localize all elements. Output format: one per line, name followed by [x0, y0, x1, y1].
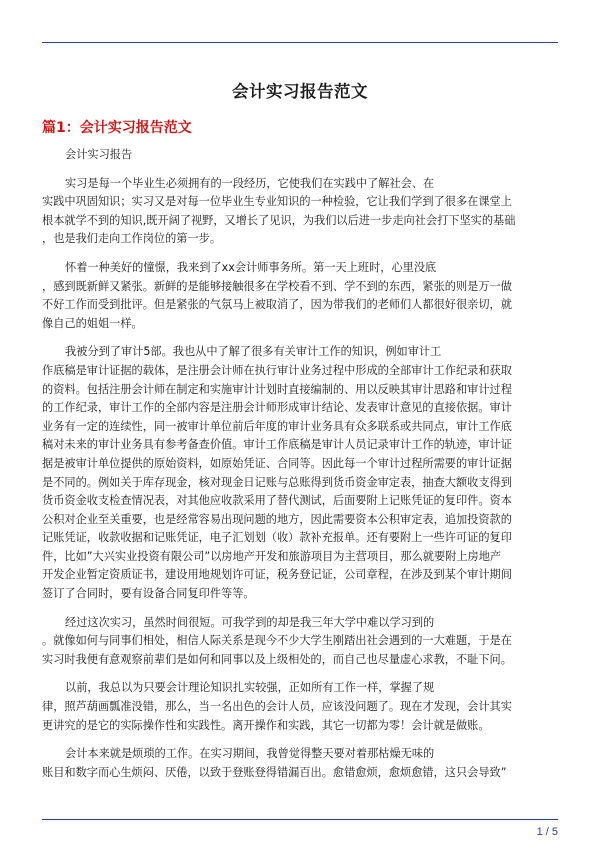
text-line: 律，照芦葫画瓢准没错，那么，当一名出色的会计人员，应该没问题了。现在才发现，会计其实 [42, 700, 512, 714]
text-line: 以前，我总以为只要会计理论知识扎实较强，正如所有工作一样，掌握了规 [65, 681, 435, 695]
text-line: 我被分到了审计5部。我也从中了解了很多有关审计工作的知识，例如审计工 [65, 345, 442, 359]
text-line: 实践中巩固知识；实习又是对每一位毕业生专业知识的一种检验，它让我们学到了很多在课堂上 [42, 195, 512, 209]
paragraph-gap [42, 333, 558, 343]
section-heading: 篇1：会计实习报告范文 [42, 120, 192, 136]
text-line: 的工作纪录，审计工作的全部内容是注册会计师形成审计结论、发表审计意见的直接依据。审计 [42, 401, 512, 415]
text-line: 公积对企业至关重要，也是经常容易出现问题的地方，因此需要资本公积审定表，追加投资款的 [42, 512, 512, 526]
text-line: 会计实习报告 [65, 148, 133, 161]
text-line: 记账凭证，收款收据和记账凭证，电子汇划划（收）款补充报单。还有要附上一些许可证的复印 [42, 531, 512, 545]
text-line: 是不同的。例如关于库存现金，核对现金日记账与总账得到货币资金审定表，抽查大额收支得到 [42, 475, 512, 489]
text-line: 实习时我便有意观察前辈们是如何和同事以及上级相处的，而自己也尽量虚心求教，不耻下问。 [42, 652, 512, 666]
text-line: 根本就学不到的知识,既开阔了视野，又增长了见识，为我们以后进一步走向社会打下坚实的基础 [42, 213, 516, 227]
paragraph [42, 175, 558, 249]
text-line: ，也是我们走向工作岗位的第一步。 [42, 232, 222, 246]
paragraph [42, 259, 558, 333]
paragraph-gap [42, 604, 558, 614]
text-line: 怀着一种美好的憧憬，我来到了xx会计师事务所。第一天上班时，心里没底 [65, 260, 437, 274]
paragraph [42, 614, 558, 670]
text-line: 作底稿是审计证据的载体，是注册会计师在执行审计业务过程中形成的全部审计工作纪录和获取 [42, 363, 512, 377]
text-line: 实习是每一个毕业生必须拥有的一段经历，它使我们在实践中了解社会、在 [65, 176, 435, 190]
page-title: 会计实习报告范文 [232, 82, 368, 101]
text-line: 账目和数字而心生烦闷、厌倦，以致于登账登得错漏百出。愈错愈烦，愈烦愈错，这只会导致” [42, 765, 507, 779]
text-line: 签订了合同时，要有设备合同复印件等等。 [42, 587, 255, 601]
text-line: ，感到既新鲜又紧张。新鲜的是能够接触很多在学校看不到、学不到的东西，紧张的则是万一做 [42, 279, 512, 293]
paragraph-gap [42, 669, 558, 679]
text-line: 会计本来就是烦琐的工作。在实习期间，我曾觉得整天要对着那枯燥无味的 [65, 747, 435, 761]
text-line: 的资料。包括注册会计师在制定和实施审计计划时直接编制的、用以反映其审计思路和审计过程 [42, 382, 512, 396]
text-line: 据是被审计单位提供的原始资料，如原始凭证、合同等。因此每一个审计过程所需要的审计证据 [42, 456, 512, 470]
paragraph-gap [42, 249, 558, 259]
text-line: 货币资金收支检查情况表，对其他应收款采用了替代测试，后面要附上记账凭证的复印件。资本 [42, 494, 512, 508]
header-rule [42, 42, 558, 43]
document-body [42, 146, 558, 782]
text-line: 。就像如何与同事们相处，相信人际关系是现今不少大学生刚踏出社会遇到的一大难题，于是在 [42, 634, 512, 648]
text-line: 不好工作而受到批评。但是紧张的气氛马上被取消了，因为带我们的老师们人都很好很亲切，就 [42, 298, 512, 312]
paragraph-gap [42, 165, 558, 175]
paragraph [42, 745, 558, 782]
text-line: 业务有一定的连续性，同一被审计单位前后年度的审计业务具有众多联系或共同点，审计工作底 [42, 419, 512, 433]
text-line: 更讲究的是它的实际操作性和实践性。离开操作和实践，其它一切都为零！会计就是做账。 [42, 718, 490, 732]
paragraph-gap [42, 735, 558, 745]
text-line: 像自己的姐姐一样。 [42, 316, 143, 330]
paragraph [42, 343, 558, 603]
footer-rule [42, 819, 558, 820]
text-line: 稿对未来的审计业务具有参考备查价值。审计工作底稿是审计人员记录审计工作的轨迹，审计证 [42, 438, 512, 452]
text-line: 开发企业暂定资质证书，建设用地规划许可证，税务登记证，公司章程，在涉及到某个审计期间 [42, 568, 512, 582]
page-indicator: 1 / 5 [536, 826, 558, 838]
text-line: 经过这次实习，虽然时间很短。可我学到的却是我三年大学中难以学习到的 [65, 615, 435, 629]
paragraph [42, 679, 558, 735]
text-line: 件，比如”大兴实业投资有限公司”以房地产开发和旅游项目为主营项目，那么就要附上房地产 [42, 549, 502, 563]
paragraph [42, 146, 558, 165]
